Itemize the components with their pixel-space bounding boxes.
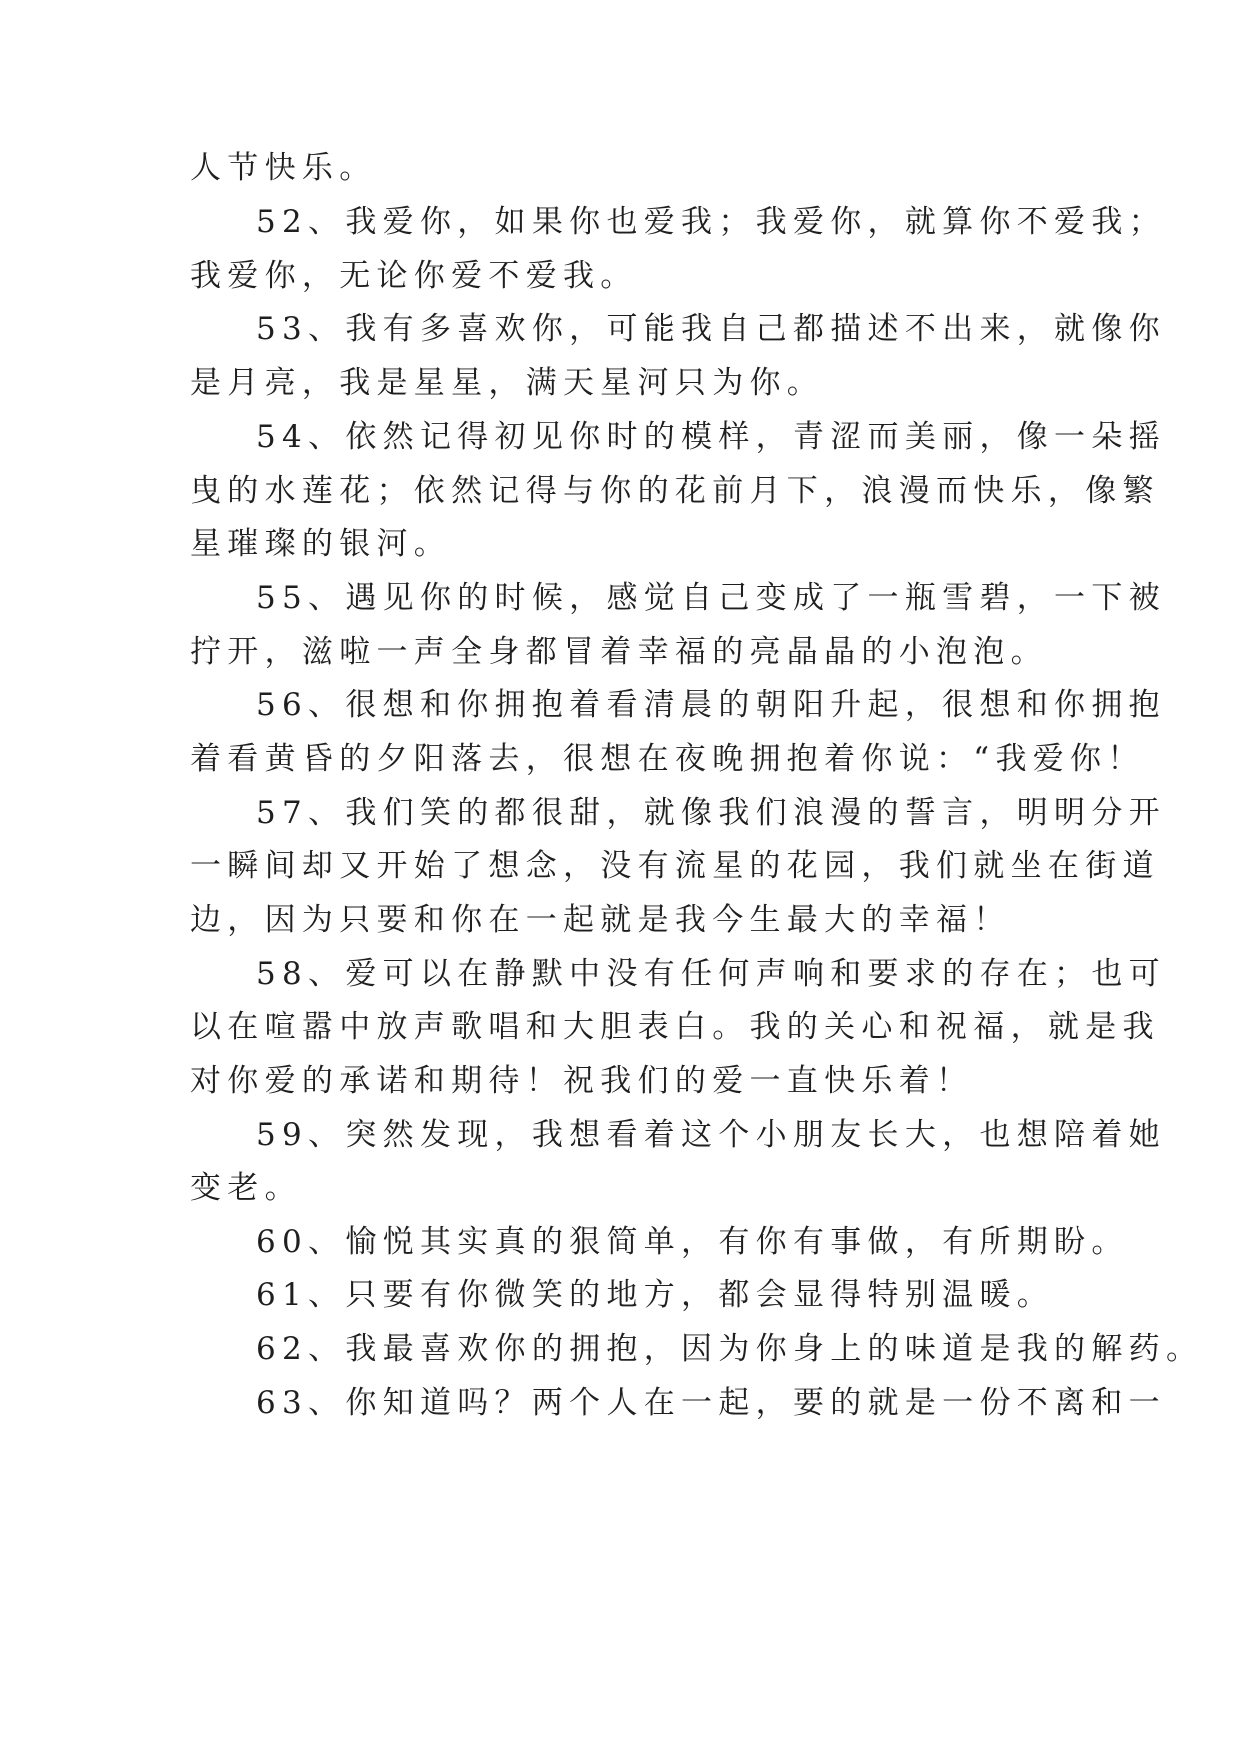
paragraph-58-line-2: 以在喧嚣中放声歌唱和大胆表白。我的关心和祝福，就是我 [190, 1009, 1160, 1045]
paragraph-54-line-3: 星璀璨的银河。 [190, 526, 452, 562]
paragraph-57-line-2: 一瞬间却又开始了想念，没有流星的花园，我们就坐在街道 [190, 848, 1160, 884]
paragraph-54-line-2: 曳的水莲花；依然记得与你的花前月下，浪漫而快乐，像繁 [190, 473, 1160, 509]
paragraph-56-line-1: 56、很想和你拥抱着看清晨的朝阳升起，很想和你拥抱 [256, 687, 1166, 723]
paragraph-59-line-2: 变老。 [190, 1170, 302, 1206]
paragraph-58-line-1: 58、爱可以在静默中没有任何声响和要求的存在；也可 [256, 956, 1166, 992]
paragraph-55-line-1: 55、遇见你的时候，感觉自己变成了一瓶雪碧，一下被 [256, 580, 1166, 616]
paragraph-62: 62、我最喜欢你的拥抱，因为你身上的味道是我的解药。 [256, 1331, 1204, 1367]
paragraph-56-line-2: 着看黄昏的夕阳落去，很想在夜晚拥抱着你说：“我爱你！ [190, 741, 1145, 777]
text-line: 人节快乐。 [190, 150, 377, 186]
paragraph-57-line-3: 边，因为只要和你在一起就是我今生最大的幸福！ [190, 902, 1011, 938]
paragraph-63-line-1: 63、你知道吗？两个人在一起，要的就是一份不离和一 [256, 1385, 1166, 1421]
paragraph-57-line-1: 57、我们笑的都很甜，就像我们浪漫的誓言，明明分开 [256, 795, 1166, 831]
paragraph-59-line-1: 59、突然发现，我想看着这个小朋友长大，也想陪着她 [256, 1117, 1166, 1153]
paragraph-55-line-2: 拧开，滋啦一声全身都冒着幸福的亮晶晶的小泡泡。 [190, 634, 1048, 670]
paragraph-61: 61、只要有你微笑的地方，都会显得特别温暖。 [256, 1277, 1055, 1313]
paragraph-53-line-2: 是月亮，我是星星，满天星河只为你。 [190, 365, 825, 401]
paragraph-52-line-2: 我爱你，无论你爱不爱我。 [190, 258, 638, 294]
paragraph-54-line-1: 54、依然记得初见你时的模样，青涩而美丽，像一朵摇 [256, 419, 1166, 455]
paragraph-53-line-1: 53、我有多喜欢你，可能我自己都描述不出来，就像你 [256, 311, 1166, 347]
paragraph-52-line-1: 52、我爱你，如果你也爱我；我爱你，就算你不爱我； [256, 204, 1166, 240]
paragraph-60: 60、愉悦其实真的狠简单，有你有事做，有所期盼。 [256, 1224, 1129, 1260]
paragraph-58-line-3: 对你爱的承诺和期待！祝我们的爱一直快乐着！ [190, 1063, 974, 1099]
